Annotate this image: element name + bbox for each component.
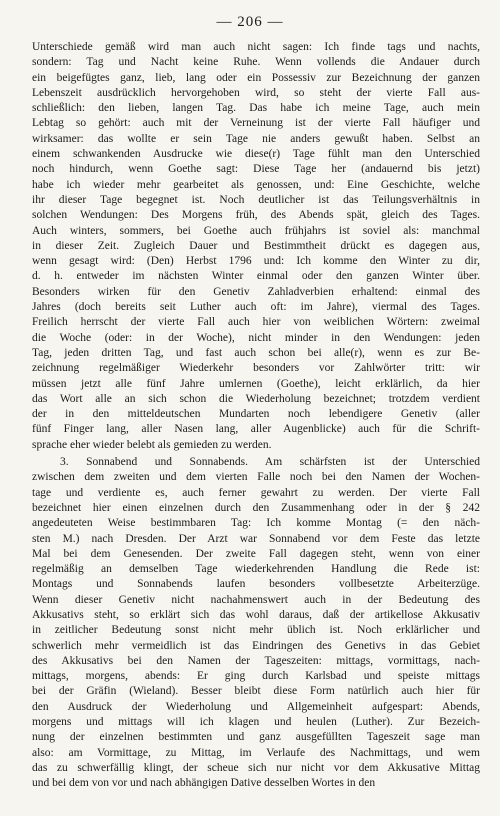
text-line: schwerlich mehr vermeidlich ist das Eindringen des Genetivs in das Gebiet: [32, 639, 480, 652]
text-line: noch hindurch, wenn Goethe sagt: Diese Tage her (andauernd bis jetzt): [32, 163, 480, 176]
text-line: in dieser Zeit. Zugleich Dauer und Bestimmtheit drückt es dagegen aus,: [32, 239, 480, 252]
text-line: Lebtag so gehört: auch mit der Verneinung ist der vierte Fall häufiger und: [32, 117, 480, 130]
text-line: Wenn dieser Genetiv nicht nachahmenswert auch in der Bedeutung des: [32, 593, 480, 606]
text-line: den Ausdruck der Wiederholung und Allgemeinheit aufgespart: Abends,: [32, 700, 480, 713]
text-line: sondern: Tag und Nacht keine Ruhe. Wenn vollends die Andauer durch: [32, 56, 480, 69]
text-line: solchen Wendungen: Des Morgens früh, des Abends spät, gleich des Tages.: [32, 209, 480, 222]
text-line: die Woche (oder: in der Woche), nicht minder in den Wendungen: jeden: [32, 331, 480, 344]
text-line: Montags und Sonnabends laufen besonders vollbesetzte Arbeiterzüge.: [32, 578, 480, 591]
text-line: das zu schwerfällig klingt, der scheue sich nur nicht vor dem Akkusative Mittag: [32, 761, 480, 774]
text-line: morgens und mittags will ich klagen und heulen (Luther). Zur Bezeich-: [32, 716, 480, 729]
text-line: des Akkusativs bei den Namen der Tageszeiten: mittags, vormittags, nach-: [32, 654, 480, 667]
text-line: und bei dem von vor und nach abhängigen Dative desselben Wortes in den: [32, 777, 376, 790]
text-line: Freilich herrscht der vierte Fall auch hier von weiblichen Wörtern: zweimal: [32, 316, 480, 329]
text-line: bezeichnet hier einen einzelnen durch den Zusammenhang oder in der § 242: [32, 501, 480, 514]
text-line: wirksamer: das wollte er sein Tage nie anders gewußt haben. Selbst an: [32, 132, 480, 145]
text-line: Jahres (doch bereits seit Luther auch oft: im Jahre), viermal des Tages.: [32, 301, 480, 314]
text-line: sten M.) nach Dresden. Der Arzt war Sonnabend vor dem Feste das letzte: [32, 532, 480, 545]
text-line: mittags, morgens, abends: Er ging durch Karlsbad und speiste mittags: [32, 670, 480, 683]
text-line: nung der einzelnen bestimmten und ganz ausgefüllten Tageszeit sage man: [32, 731, 480, 744]
text-line: habe ich wieder mehr gearbeitet als genossen, und: Eine Geschichte, welche: [32, 178, 480, 191]
text-line: Mal bei dem Genesenden. Der zweite Fall dagegen steht, wenn von einer: [32, 547, 480, 560]
text-line: zwischen dem zweiten und dem vierten Falle noch bei den Namen der Wochen-: [32, 471, 480, 484]
text-line: bei der Gräfin (Wieland). Besser bleibt diese Form natürlich auch hier für: [32, 685, 480, 698]
text-line: angedeuteten Weise bestimmbaren Tag: Ich komme Montag (= den näch-: [32, 517, 480, 530]
text-line: Besonders wirken für den Genetiv Zahladverbien erhaltend: einmal des: [32, 285, 480, 298]
page-number: — 206 —: [216, 14, 284, 30]
text-line: also: am Vormittage, zu Mittag, im Verlaufe des Nachmittags, und wem: [32, 746, 480, 759]
text-line: ihr dieser Tage begegnet ist. Noch deutlicher ist das Teilungsverhältnis in: [32, 193, 480, 206]
text-line: Auch winters, sommers, bei Goethe auch frühjahrs ist soviel als: manchmal: [32, 224, 480, 237]
text-line: zeichnung regelmäßiger Wiederkehr besonders vor Zahlwörter tritt: wir: [32, 362, 480, 375]
text-line: 3. Sonnabend und Sonnabends. Am schärfsten ist der Unterschied: [60, 456, 480, 469]
text-line: das Wort alle an sich schon die Wiederholung bezeichnet; trotzdem verdient: [32, 392, 480, 405]
text-line: Akkusativs steht, so erklärt sich das wohl daraus, daß der artikellose Akkusativ: [32, 608, 480, 621]
text-line: schließlich: den lieben, langen Tag. Das habe ich meine Tage, auch mein: [32, 102, 480, 115]
text-line: regelmäßig an demselben Tage wiederkehrenden Handlung die Rede ist:: [32, 563, 480, 576]
text-line: ein beigefügtes ganz, lieb, lang oder ein Possessiv zur Bezeichnung der ganzen: [32, 71, 480, 84]
text-line: einem schwankenden Ausdrucke wie diese(r) Tage fühlt man den Unterschied: [32, 148, 480, 161]
text-line: müssen jetzt alle fünf Jahre umlernen (Goethe), leicht erklärlich, da hier: [32, 377, 480, 390]
text-line: Tag, jeden dritten Tag, und fast auch schon bei alle(r), wenn es zur Be-: [32, 346, 480, 359]
text-line: d. h. entweder im nächsten Winter einmal oder den ganzen Winter über.: [32, 270, 480, 283]
text-line: fünf Finger lang, aller Nasen lang, aller Augenblicke) auch für die Schrift-: [32, 423, 480, 436]
body-text: [32, 40, 480, 792]
text-line: Lebenszeit ausdrücklich hervorgehoben wird, so steht der vierte Fall aus-: [32, 86, 480, 99]
text-line: sprache eher wieder belebt als gemieden zu werden.: [32, 438, 272, 451]
paragraph-1: [32, 40, 480, 453]
paragraph-2: [32, 455, 480, 792]
text-line: wenn gesagt wird: (Den) Herbst 1796 und: Ich komme den Winter zu dir,: [32, 255, 480, 268]
text-line: Unterschiede gemäß wird man auch nicht sagen: Ich finde tags und nachts,: [32, 41, 480, 53]
text-line: der in den mitteldeutschen Mundarten noch lebendigere Genetiv (aller: [32, 408, 480, 421]
text-line: tage und verdiente es, auch ferner gewahrt zu werden. Der vierte Fall: [32, 486, 480, 499]
text-line: in zeitlicher Bedeutung sonst nicht mehr üblich ist. Noch erklärlicher und: [32, 624, 480, 637]
